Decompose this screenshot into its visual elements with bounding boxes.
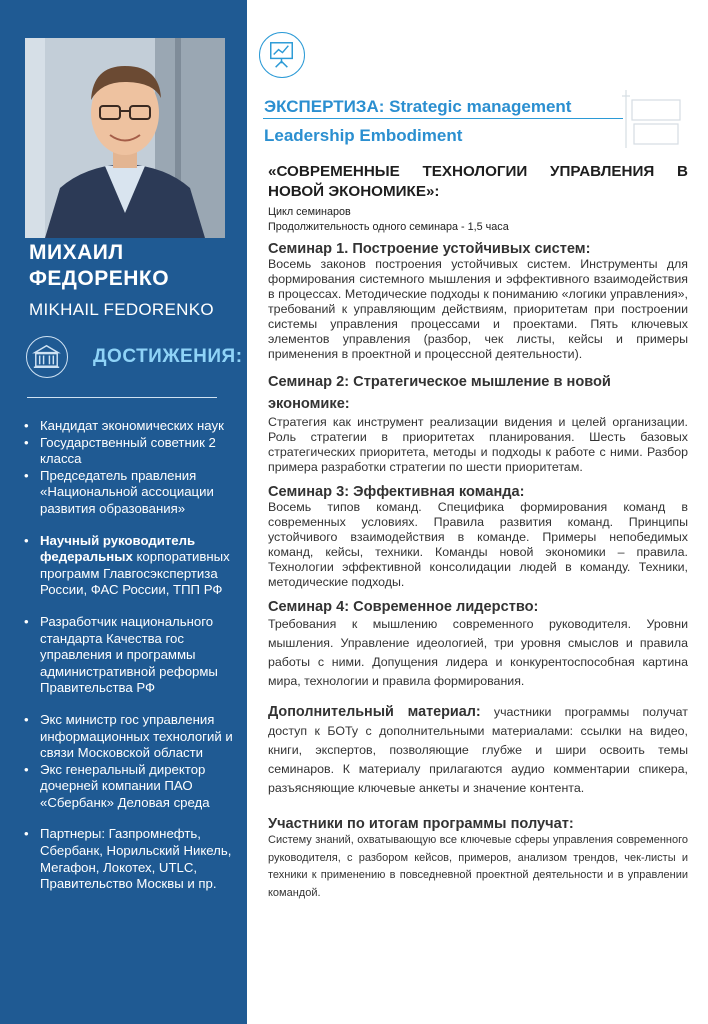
profile-photo	[25, 38, 225, 238]
sidebar	[0, 0, 247, 1024]
list-item: • Государственный советник 2 класса	[22, 435, 237, 468]
list-item: • Партнеры: Газпромнефть, Сбербанк, Норильский Никель, Мегафон, Локотех, UTLC, Правительство Москвы и пр.	[22, 826, 237, 892]
expertise-title: ЭКСПЕРТИЗА: Strategic management	[264, 97, 572, 116]
additional-material	[268, 703, 688, 798]
building-icon	[26, 336, 68, 378]
watermark-logo	[604, 88, 684, 154]
list-item: • Разработчик национального стандарта Качества гос управления и программы административной реформы Правительства РФ	[22, 614, 237, 697]
outcome-text: Систему знаний, охватывающую все ключевые сферы управления современного руководителя, с разбором кейсов, примеров, анализом трендов, чек-листы и техники к применению в повседневной проектной деятельности и в управлении командой.	[268, 834, 688, 899]
list-item: • Председатель правления «Национальной ассоциации развития образования»	[22, 468, 237, 518]
outcome-title: Участники по итогам программы получат:	[268, 816, 574, 832]
seminar-2-text: Стратегия как инструмент реализации видения и целей организации. Роль стратегии в приоритетах планирования. Шесть базовых стратегических приоритета, методы и подходы к работе с ними. Разбор примера разработки стратегии по шести приоритетам.	[268, 415, 688, 474]
speaker-name-ru: МИХАИЛ ФЕДОРЕНКО	[29, 241, 170, 290]
seminar-2-title: Семинар 2: Стратегическое мышление в новой экономике:	[268, 374, 611, 412]
program-title: «СОВРЕМЕННЫЕ ТЕХНОЛОГИИ УПРАВЛЕНИЯ В НОВОЙ ЭКОНОМИКЕ»:	[268, 163, 688, 200]
speaker-name-en: MIKHAIL FEDORENKO	[29, 300, 214, 319]
seminar-3-text: Восемь типов команд. Специфика формирования команд в современных условиях. Правила развития команд. Принципы устойчивого взаимодействия в команде. Примеры непобедимых команд, кейсы, техники. Команды новой экономики – правила. Технологии эффективной консолидации людей в команду. Техники, методические подходы.	[268, 500, 688, 589]
divider	[27, 397, 217, 398]
list-item: • Научный руководитель федеральных корпоративных программ Главгосэкспертиза России, ФАС России, ТПП РФ	[22, 533, 237, 599]
seminar-3-title: Семинар 3: Эффективная команда:	[268, 484, 525, 500]
list-item: • Кандидат экономических наук	[22, 418, 237, 435]
program-content	[268, 160, 688, 902]
expertise-subtitle: Leadership Embodiment	[264, 126, 463, 145]
divider	[263, 118, 623, 119]
program-duration: Продолжительность одного семинара - 1,5 часа	[268, 221, 509, 233]
program-cycle: Цикл семинаров	[268, 206, 351, 218]
achievements-title: ДОСТИЖЕНИЯ:	[93, 346, 243, 367]
achievements-list	[22, 418, 237, 893]
seminar-1-text: Восемь законов построения устойчивых систем. Инструменты для формирования системного мышления и эффективного взаимодействия в процессах. Методические подходы к пониманию «логики управления», требований к управляющим действиям, приоритетам при построении системы управления процессами и проектами. Пять ключевых элементов управления (разбор, чек листы, кейсы и примеры применения в проектной и процессной деятельности).	[268, 257, 688, 361]
presentation-chart-icon	[259, 32, 305, 78]
additional-text: участники программы получат доступ к БОТу с дополнительными материалами: ссылки на видео, книги, экспертов, позволяющие глубже и шири освоить темы семинаров. К материалу прилагаются аудио комментарии спикера, разъясняющие ключевые анкеты и значение контента.	[268, 705, 688, 795]
seminar-4-text: Требования к мышлению современного руководителя. Уровни мышления. Управление идеологией, три уровня смыслов и правила работы с ними. Допущения лидера и конкурентоспособная картина мира, технологии и правила формирования.	[268, 617, 688, 688]
list-item: • Экс генеральный директор дочерней компании ПАО «Сбербанк» Деловая среда	[22, 762, 237, 812]
seminar-1-title: Семинар 1. Построение устойчивых систем:	[268, 241, 591, 257]
seminar-4-title: Семинар 4: Современное лидерство:	[268, 599, 539, 615]
additional-label: Дополнительный материал:	[268, 704, 481, 720]
list-item: • Экс министр гос управления информационных технологий и связи Московской области	[22, 712, 237, 762]
